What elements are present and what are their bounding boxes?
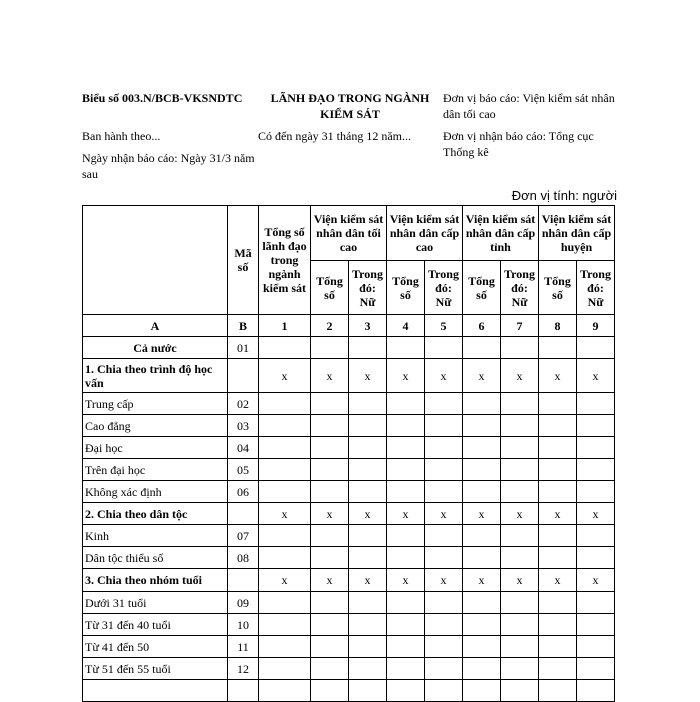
data-cell	[425, 592, 463, 614]
data-cell	[577, 415, 615, 437]
row-label: Dưới 31 tuổi	[83, 592, 228, 614]
data-cell	[577, 459, 615, 481]
data-cell	[501, 459, 539, 481]
data-cell: x	[259, 569, 311, 592]
data-cell: x	[387, 503, 425, 525]
row-label: Đại học	[83, 437, 228, 459]
table-row	[83, 359, 615, 393]
index-cell: A	[83, 315, 228, 337]
data-cell	[425, 459, 463, 481]
data-cell: x	[539, 359, 577, 393]
data-cell: x	[577, 503, 615, 525]
header-group-high: Viện kiểm sát nhân dân cấp cao	[387, 206, 463, 261]
index-cell: 9	[577, 315, 615, 337]
row-code: 10	[228, 614, 259, 636]
data-cell	[501, 525, 539, 547]
row-code	[228, 569, 259, 592]
row-code: 06	[228, 481, 259, 503]
data-cell	[577, 393, 615, 415]
data-cell	[463, 481, 501, 503]
row-label: 3. Chia theo nhóm tuổi	[83, 569, 228, 592]
data-cell	[387, 636, 425, 658]
data-cell	[387, 525, 425, 547]
data-cell	[259, 415, 311, 437]
header-sub-total: Tổng số	[539, 261, 577, 315]
table-row	[83, 415, 615, 437]
row-code: 12	[228, 658, 259, 680]
table-body	[83, 337, 615, 702]
row-label: Kinh	[83, 525, 228, 547]
data-cell	[387, 592, 425, 614]
header-sub-female: Trong đó: Nữ	[349, 261, 387, 315]
header-group-supreme: Viện kiểm sát nhân dân tối cao	[311, 206, 387, 261]
data-cell	[311, 547, 349, 569]
data-cell	[425, 680, 463, 702]
data-cell	[501, 636, 539, 658]
data-cell	[311, 481, 349, 503]
index-cell: 4	[387, 315, 425, 337]
data-cell	[577, 481, 615, 503]
data-cell	[501, 614, 539, 636]
header-blank-cell	[83, 206, 228, 315]
data-cell	[311, 393, 349, 415]
row-code: 08	[228, 547, 259, 569]
data-cell: x	[311, 359, 349, 393]
data-cell	[311, 636, 349, 658]
data-cell: x	[539, 503, 577, 525]
data-cell	[577, 437, 615, 459]
data-cell	[501, 437, 539, 459]
data-cell	[425, 614, 463, 636]
data-cell	[539, 614, 577, 636]
data-cell	[501, 393, 539, 415]
data-cell: x	[577, 359, 615, 393]
row-code	[228, 359, 259, 393]
row-label: Không xác định	[83, 481, 228, 503]
data-cell	[259, 658, 311, 680]
row-label: 1. Chia theo trình độ học vấn	[83, 359, 228, 393]
table-row	[83, 569, 615, 592]
data-cell	[577, 658, 615, 680]
data-cell: x	[387, 359, 425, 393]
data-cell: x	[259, 503, 311, 525]
data-cell	[539, 393, 577, 415]
table-row	[83, 437, 615, 459]
data-cell	[425, 415, 463, 437]
data-cell	[349, 337, 387, 359]
table-row	[83, 525, 615, 547]
index-cell: 8	[539, 315, 577, 337]
data-cell	[259, 437, 311, 459]
row-code: 05	[228, 459, 259, 481]
data-cell	[387, 337, 425, 359]
data-cell	[259, 337, 311, 359]
data-cell	[539, 481, 577, 503]
header-total: Tổng số lãnh đạo trong ngành kiểm sát	[259, 206, 311, 315]
table-row	[83, 658, 615, 680]
data-cell: x	[311, 503, 349, 525]
data-cell	[259, 525, 311, 547]
data-cell	[425, 525, 463, 547]
data-cell	[387, 459, 425, 481]
data-cell	[539, 680, 577, 702]
data-cell: x	[501, 359, 539, 393]
index-cell: 6	[463, 315, 501, 337]
data-cell	[311, 614, 349, 636]
header-sub-female: Trong đó: Nữ	[425, 261, 463, 315]
row-code: 07	[228, 525, 259, 547]
data-cell	[501, 592, 539, 614]
report-table	[82, 205, 615, 702]
data-cell	[577, 680, 615, 702]
data-cell	[463, 337, 501, 359]
data-cell	[463, 525, 501, 547]
data-cell: x	[463, 359, 501, 393]
data-cell	[539, 592, 577, 614]
row-code: 11	[228, 636, 259, 658]
data-cell	[311, 525, 349, 547]
data-cell	[577, 614, 615, 636]
data-cell	[259, 614, 311, 636]
data-cell	[463, 393, 501, 415]
row-label: Trên đại học	[83, 459, 228, 481]
data-cell	[463, 415, 501, 437]
data-cell: x	[425, 359, 463, 393]
data-cell	[259, 592, 311, 614]
data-cell: x	[349, 359, 387, 393]
data-cell	[311, 680, 349, 702]
data-cell	[311, 437, 349, 459]
data-cell	[259, 636, 311, 658]
data-cell: x	[425, 503, 463, 525]
data-cell	[259, 680, 311, 702]
table-row	[83, 459, 615, 481]
received-date: Ngày nhận báo cáo: Ngày 31/3 năm sau	[82, 151, 255, 181]
row-label: Cả nước	[83, 337, 228, 359]
data-cell	[425, 437, 463, 459]
data-cell	[387, 658, 425, 680]
data-cell	[463, 636, 501, 658]
row-label	[83, 680, 228, 702]
data-cell: x	[463, 503, 501, 525]
data-cell	[463, 547, 501, 569]
data-cell	[311, 592, 349, 614]
data-cell: x	[259, 359, 311, 393]
row-code: 02	[228, 393, 259, 415]
data-cell	[387, 393, 425, 415]
data-cell	[387, 614, 425, 636]
table-row	[83, 337, 615, 359]
row-code: 03	[228, 415, 259, 437]
data-cell: x	[463, 569, 501, 592]
data-cell	[425, 636, 463, 658]
table-row	[83, 614, 615, 636]
data-cell	[387, 437, 425, 459]
data-cell	[311, 337, 349, 359]
data-cell: x	[425, 569, 463, 592]
data-cell	[349, 658, 387, 680]
data-cell	[349, 614, 387, 636]
data-cell	[463, 658, 501, 680]
row-label: Từ 41 đến 50	[83, 636, 228, 658]
header-sub-female: Trong đó: Nữ	[501, 261, 539, 315]
data-cell	[539, 636, 577, 658]
index-cell: 2	[311, 315, 349, 337]
data-cell	[463, 437, 501, 459]
form-number: Biểu số 003.N/BCB-VKSNDTC	[82, 91, 243, 105]
data-cell	[259, 393, 311, 415]
row-code	[228, 680, 259, 702]
index-cell: 7	[501, 315, 539, 337]
data-cell	[311, 459, 349, 481]
index-cell: 1	[259, 315, 311, 337]
table-row	[83, 393, 615, 415]
data-cell: x	[577, 569, 615, 592]
data-cell	[311, 415, 349, 437]
row-label: Từ 51 đến 55 tuổi	[83, 658, 228, 680]
data-cell	[463, 459, 501, 481]
data-cell: x	[501, 569, 539, 592]
data-cell	[577, 337, 615, 359]
data-cell	[387, 415, 425, 437]
data-cell: x	[387, 569, 425, 592]
data-cell	[577, 592, 615, 614]
data-cell	[501, 337, 539, 359]
report-period: Có đến ngày 31 tháng 12 năm...	[258, 129, 411, 143]
data-cell	[539, 437, 577, 459]
data-cell	[463, 592, 501, 614]
data-cell	[501, 481, 539, 503]
table-row	[83, 547, 615, 569]
data-cell	[349, 393, 387, 415]
row-code: 09	[228, 592, 259, 614]
data-cell	[349, 459, 387, 481]
header-code: Mã số	[228, 206, 259, 315]
data-cell	[259, 481, 311, 503]
row-label: 2. Chia theo dân tộc	[83, 503, 228, 525]
data-cell: x	[349, 569, 387, 592]
data-cell: x	[311, 569, 349, 592]
data-cell: x	[349, 503, 387, 525]
data-cell	[539, 658, 577, 680]
row-code: 01	[228, 337, 259, 359]
table-row	[83, 592, 615, 614]
data-cell	[501, 547, 539, 569]
table-row	[83, 503, 615, 525]
header-sub-total: Tổng số	[387, 261, 425, 315]
data-cell	[539, 525, 577, 547]
data-cell	[539, 415, 577, 437]
data-cell	[425, 393, 463, 415]
header-group-district: Viện kiểm sát nhân dân cấp huyện	[539, 206, 615, 261]
data-cell	[259, 547, 311, 569]
row-code: 04	[228, 437, 259, 459]
data-cell	[387, 680, 425, 702]
header-sub-female: Trong đó: Nữ	[577, 261, 615, 315]
data-cell	[577, 525, 615, 547]
data-cell	[387, 547, 425, 569]
header-sub-total: Tổng số	[463, 261, 501, 315]
data-cell: x	[501, 503, 539, 525]
data-cell	[425, 547, 463, 569]
data-cell	[311, 658, 349, 680]
data-cell	[259, 459, 311, 481]
data-cell	[387, 481, 425, 503]
data-cell	[501, 680, 539, 702]
data-cell	[501, 415, 539, 437]
row-label: Trung cấp	[83, 393, 228, 415]
data-cell	[349, 680, 387, 702]
data-cell	[577, 636, 615, 658]
data-cell	[463, 614, 501, 636]
reporting-unit: Đơn vị báo cáo: Viện kiểm sát nhân dân tối cao	[443, 91, 615, 121]
data-cell	[349, 592, 387, 614]
data-cell	[539, 459, 577, 481]
table-row	[83, 481, 615, 503]
data-cell	[349, 437, 387, 459]
data-cell	[501, 658, 539, 680]
data-cell: x	[539, 569, 577, 592]
unit-label: Đơn vị tính: người	[511, 188, 617, 203]
header-group-province: Viện kiểm sát nhân dân cấp tỉnh	[463, 206, 539, 261]
row-label: Cao đẳng	[83, 415, 228, 437]
data-cell	[349, 415, 387, 437]
data-cell	[539, 547, 577, 569]
data-cell	[539, 337, 577, 359]
index-cell: B	[228, 315, 259, 337]
table-row	[83, 636, 615, 658]
data-cell	[425, 658, 463, 680]
index-row	[83, 315, 615, 337]
data-cell	[349, 547, 387, 569]
receiving-unit: Đơn vị nhận báo cáo: Tổng cục Thống kê	[443, 129, 594, 159]
index-cell: 3	[349, 315, 387, 337]
header-sub-total: Tổng số	[311, 261, 349, 315]
row-label: Từ 31 đến 40 tuổi	[83, 614, 228, 636]
issued-by: Ban hành theo...	[82, 129, 161, 143]
index-cell: 5	[425, 315, 463, 337]
row-label: Dân tộc thiểu số	[83, 547, 228, 569]
data-cell	[577, 547, 615, 569]
data-cell	[425, 481, 463, 503]
row-code	[228, 503, 259, 525]
table-row	[83, 680, 615, 702]
data-cell	[463, 680, 501, 702]
data-cell	[425, 337, 463, 359]
data-cell	[349, 525, 387, 547]
data-cell	[349, 636, 387, 658]
data-cell	[349, 481, 387, 503]
report-title: LÃNH ĐẠO TRONG NGÀNH KIỂM SÁT	[270, 91, 430, 121]
